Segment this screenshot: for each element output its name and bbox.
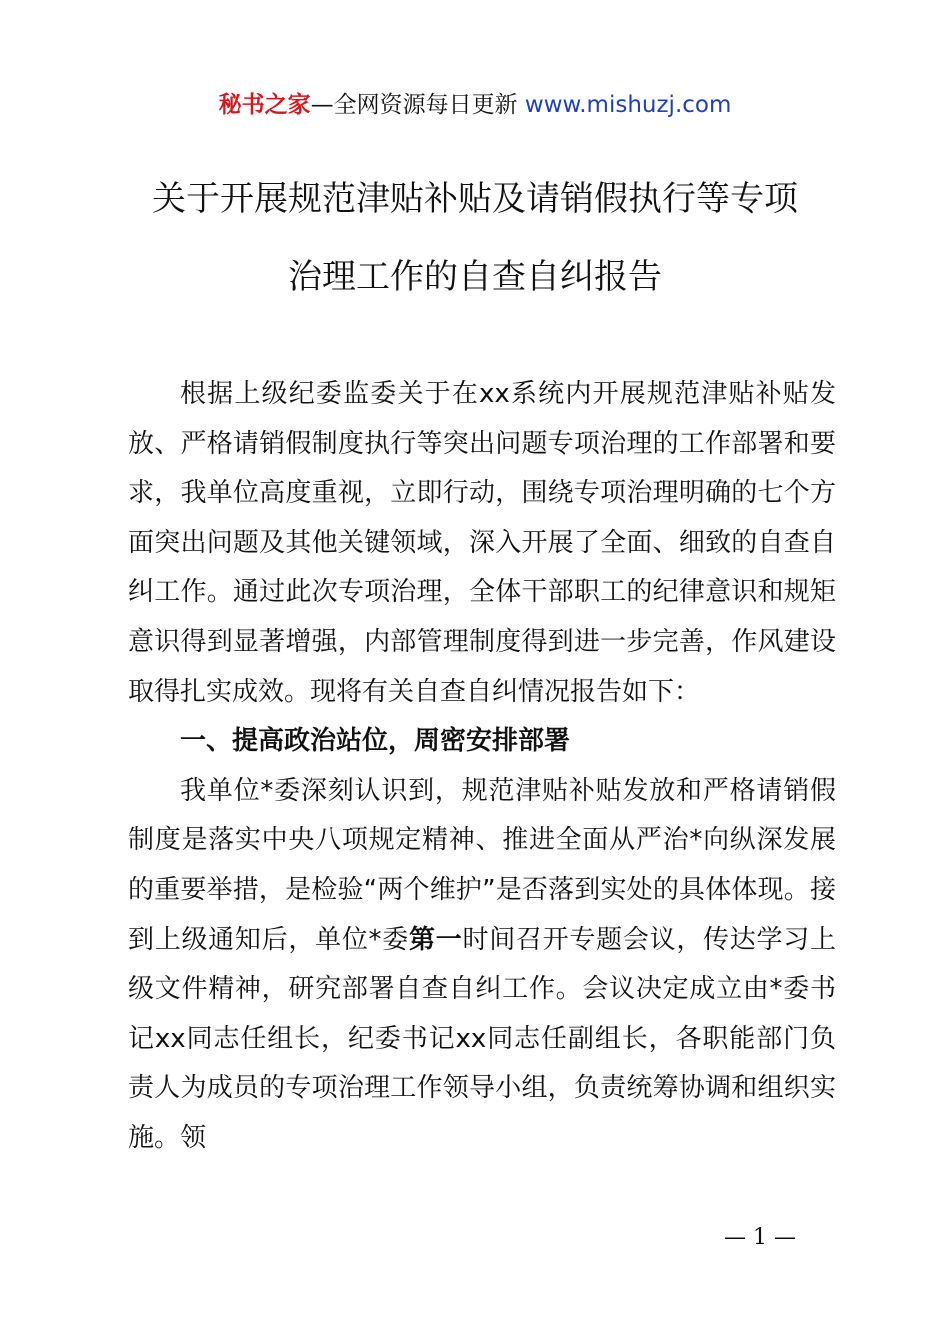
intro-paragraph: 根据上级纪委监委关于在xx系统内开展规范津贴补贴发放、严格请销假制度执行等突出问题专项治理的工作部署和要求，我单位高度重视，立即行动，围绕专项治理明确的七个方面突出问题及其他关键领域，深入开展了全面、细致的自查自纠工作。通过此次专项治理，全体干部职工的纪律意识和规矩意识得到显著增强，内部管理制度得到进一步完善，作风建设取得扎实成效。现将有关自查自纠情况报告如下：: [128, 379, 836, 707]
document-body: [128, 370, 836, 1164]
brand-name: 秘书之家: [218, 92, 311, 118]
page-number: — 1 —: [724, 1225, 796, 1250]
section-heading: 一、提高政治站位，周密安排部署: [180, 726, 571, 757]
bold-phrase: 第一: [409, 924, 463, 955]
section-paragraph: [128, 767, 836, 1164]
site-header: [0, 88, 950, 122]
title-line-1: 关于开展规范津贴补贴及请销假执行等专项: [152, 179, 798, 219]
title-line-2: 治理工作的自查自纠报告: [288, 257, 662, 297]
document-title: [60, 160, 890, 316]
section-text-end: 时间召开专题会议，传达学习上级文件精神，研究部署自查自纠工作。会议决定成立由*委书记xx同志任组长，纪委书记xx同志任副组长，各职能部门负责人为成员的专项治理工作领导小组，负责统筹协调和组织实施。领: [128, 924, 836, 1153]
section-text-start: 我单位*委深刻认识到，规范津贴补贴发放和严格请销假制度是落实中央八项规定精神、推进全面从严治*向纵深发展的重要举措，是检验“两个维护”是否落到实处的具体体现。接到上级通知后，单位*委: [128, 775, 836, 955]
header-tagline: —全网资源每日更新: [310, 92, 525, 118]
site-url: www.mishuzj.com: [524, 92, 732, 118]
